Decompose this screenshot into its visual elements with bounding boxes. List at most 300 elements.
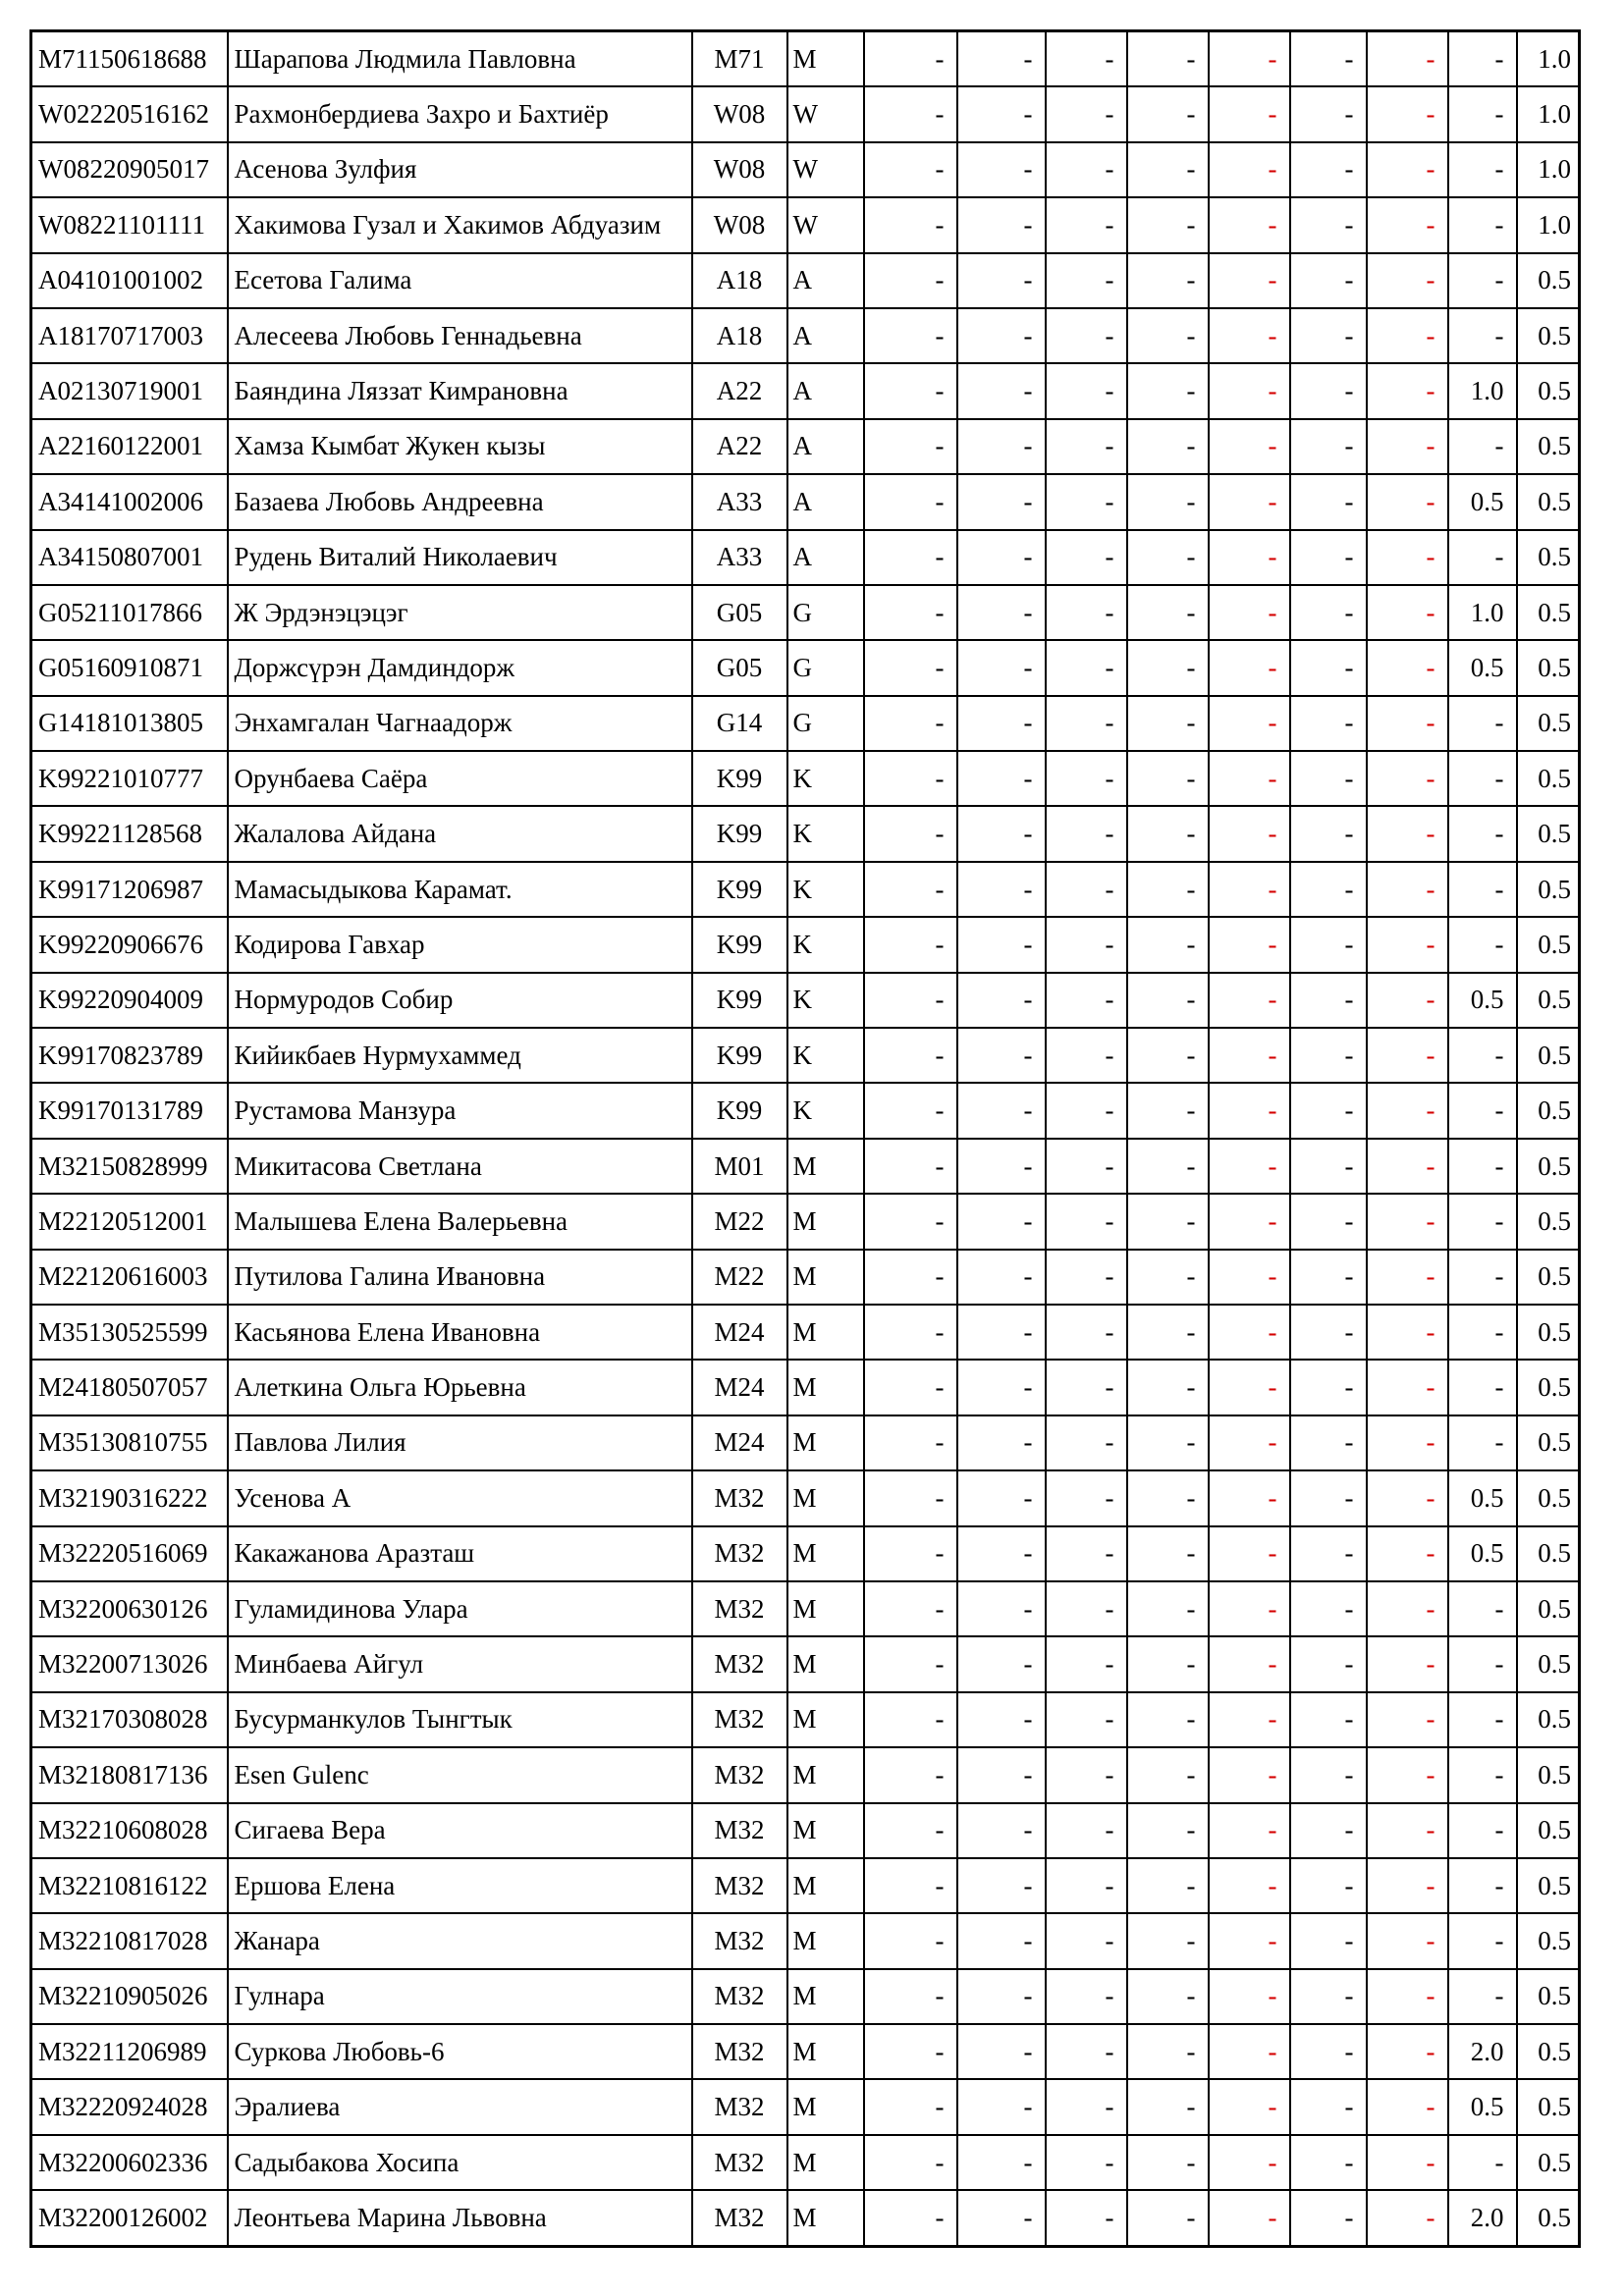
score-cell-6: - [1290,419,1367,474]
group-cell: K99 [692,751,787,806]
participant-code-cell: M32210816122 [31,1858,228,1913]
participant-code-cell: M35130525599 [31,1305,228,1360]
score-cell-9: 0.5 [1517,806,1580,861]
class-cell: K [787,1028,864,1083]
table-row [31,419,1580,474]
class-cell: A [787,308,864,363]
score-cell-5: - [1209,1969,1290,2024]
score-cell-7: - [1367,1250,1448,1305]
score-cell-3: - [1046,1969,1127,2024]
score-cell-1: - [864,142,957,197]
score-cell-6: - [1290,142,1367,197]
score-cell-7: - [1367,1803,1448,1858]
participant-name-cell: Рустамова Манзура [228,1083,692,1138]
score-cell-7: - [1367,31,1448,87]
class-cell: M [787,2024,864,2079]
class-cell: W [787,197,864,252]
score-cell-9: 0.5 [1517,1747,1580,1802]
score-cell-2: - [957,917,1046,972]
participant-code-cell: M32200713026 [31,1636,228,1691]
score-cell-3: - [1046,640,1127,695]
participant-code-cell: M32200126002 [31,2190,228,2246]
group-cell: W08 [692,197,787,252]
score-cell-3: - [1046,197,1127,252]
group-cell: K99 [692,917,787,972]
score-cell-2: - [957,2079,1046,2134]
score-cell-9: 0.5 [1517,2135,1580,2190]
score-cell-6: - [1290,2024,1367,2079]
score-cell-6: - [1290,1858,1367,1913]
score-cell-2: - [957,253,1046,308]
table-row [31,1581,1580,1636]
group-cell: M32 [692,1858,787,1913]
class-cell: A [787,530,864,585]
participant-name-cell: Ершова Елена [228,1858,692,1913]
score-cell-8: - [1448,1360,1517,1415]
score-cell-9: 0.5 [1517,308,1580,363]
score-cell-6: - [1290,2190,1367,2246]
class-cell: M [787,1747,864,1802]
class-cell: W [787,86,864,141]
table-row [31,862,1580,917]
participant-name-cell: Бусурманкулов Тынгтык [228,1692,692,1747]
score-cell-3: - [1046,1305,1127,1360]
score-cell-1: - [864,308,957,363]
score-cell-5: - [1209,585,1290,640]
class-cell: K [787,917,864,972]
score-cell-4: - [1127,1194,1209,1249]
score-cell-5: - [1209,363,1290,418]
score-cell-8: 2.0 [1448,2024,1517,2079]
score-cell-9: 0.5 [1517,363,1580,418]
score-cell-5: - [1209,1858,1290,1913]
score-cell-8: - [1448,1139,1517,1194]
score-cell-2: - [957,1747,1046,1802]
score-cell-4: - [1127,1581,1209,1636]
class-cell: M [787,1139,864,1194]
score-cell-5: - [1209,86,1290,141]
score-cell-5: - [1209,1803,1290,1858]
participant-code-cell: M32170308028 [31,1692,228,1747]
table-row [31,474,1580,529]
score-cell-3: - [1046,1692,1127,1747]
class-cell: M [787,1803,864,1858]
score-cell-2: - [957,1470,1046,1525]
score-cell-7: - [1367,973,1448,1028]
score-cell-4: - [1127,1139,1209,1194]
score-cell-3: - [1046,1083,1127,1138]
group-cell: A33 [692,530,787,585]
score-cell-8: - [1448,1250,1517,1305]
score-cell-9: 0.5 [1517,2079,1580,2134]
score-cell-4: - [1127,530,1209,585]
score-cell-7: - [1367,197,1448,252]
score-cell-7: - [1367,1692,1448,1747]
score-cell-3: - [1046,1747,1127,1802]
score-cell-1: - [864,1415,957,1470]
group-cell: W08 [692,86,787,141]
score-cell-7: - [1367,917,1448,972]
score-cell-6: - [1290,1913,1367,1968]
table-row [31,917,1580,972]
score-cell-1: - [864,2024,957,2079]
score-cell-1: - [864,1526,957,1581]
score-cell-6: - [1290,1415,1367,1470]
class-cell: M [787,31,864,87]
score-cell-8: - [1448,1581,1517,1636]
table-row [31,2079,1580,2134]
score-cell-2: - [957,1305,1046,1360]
score-cell-2: - [957,1415,1046,1470]
participant-name-cell: Алеткина Ольга Юрьевна [228,1360,692,1415]
score-cell-9: 0.5 [1517,530,1580,585]
score-cell-5: - [1209,474,1290,529]
score-cell-7: - [1367,1526,1448,1581]
score-cell-4: - [1127,2135,1209,2190]
participant-name-cell: Сигаева Вера [228,1803,692,1858]
score-cell-8: - [1448,1969,1517,2024]
score-cell-8: - [1448,1913,1517,1968]
score-cell-5: - [1209,1636,1290,1691]
score-cell-9: 0.5 [1517,474,1580,529]
score-cell-8: 0.5 [1448,2079,1517,2134]
participant-code-cell: K99221128568 [31,806,228,861]
score-cell-4: - [1127,1636,1209,1691]
score-cell-6: - [1290,530,1367,585]
group-cell: M32 [692,1581,787,1636]
participant-code-cell: M32150828999 [31,1139,228,1194]
score-cell-6: - [1290,1636,1367,1691]
score-cell-7: - [1367,308,1448,363]
score-cell-4: - [1127,640,1209,695]
score-cell-6: - [1290,1470,1367,1525]
class-cell: M [787,1913,864,1968]
score-cell-9: 0.5 [1517,1581,1580,1636]
score-cell-1: - [864,1194,957,1249]
score-cell-3: - [1046,2024,1127,2079]
score-cell-4: - [1127,197,1209,252]
class-cell: M [787,1250,864,1305]
score-cell-5: - [1209,2135,1290,2190]
participant-name-cell: Esen Gulenc [228,1747,692,1802]
score-cell-6: - [1290,308,1367,363]
score-cell-4: - [1127,308,1209,363]
table-row [31,1305,1580,1360]
score-cell-7: - [1367,1083,1448,1138]
score-cell-3: - [1046,585,1127,640]
participant-code-cell: M32190316222 [31,1470,228,1525]
score-cell-9: 0.5 [1517,1692,1580,1747]
score-cell-1: - [864,973,957,1028]
group-cell: M22 [692,1250,787,1305]
score-cell-5: - [1209,696,1290,751]
score-cell-2: - [957,530,1046,585]
score-cell-8: - [1448,1636,1517,1691]
class-cell: G [787,696,864,751]
score-cell-8: - [1448,806,1517,861]
score-cell-1: - [864,862,957,917]
score-cell-1: - [864,1581,957,1636]
score-cell-6: - [1290,1969,1367,2024]
score-cell-7: - [1367,1028,1448,1083]
table-row [31,86,1580,141]
table-row [31,1636,1580,1691]
participant-name-cell: Шарапова Людмила Павловна [228,31,692,87]
score-cell-6: - [1290,751,1367,806]
participant-name-cell: Рахмонбердиева Захро и Бахтиёр [228,86,692,141]
score-cell-5: - [1209,197,1290,252]
participant-code-cell: G05160910871 [31,640,228,695]
score-cell-6: - [1290,474,1367,529]
score-cell-5: - [1209,806,1290,861]
table-row [31,1913,1580,1968]
class-cell: M [787,1360,864,1415]
class-cell: A [787,253,864,308]
score-cell-2: - [957,474,1046,529]
score-cell-2: - [957,806,1046,861]
table-row [31,308,1580,363]
participant-code-cell: A02130719001 [31,363,228,418]
score-cell-6: - [1290,973,1367,1028]
table-row [31,2135,1580,2190]
participant-name-cell: Касьянова Елена Ивановна [228,1305,692,1360]
score-cell-9: 0.5 [1517,1360,1580,1415]
score-cell-7: - [1367,1194,1448,1249]
score-cell-6: - [1290,806,1367,861]
score-cell-4: - [1127,1305,1209,1360]
score-cell-5: - [1209,253,1290,308]
participant-name-cell: Садыбакова Хосипа [228,2135,692,2190]
group-cell: M32 [692,2079,787,2134]
score-cell-1: - [864,696,957,751]
score-cell-3: - [1046,31,1127,87]
score-cell-5: - [1209,530,1290,585]
class-cell: M [787,2135,864,2190]
class-cell: M [787,2190,864,2246]
participant-code-cell: W02220516162 [31,86,228,141]
score-cell-3: - [1046,530,1127,585]
score-cell-1: - [864,474,957,529]
score-cell-3: - [1046,142,1127,197]
score-cell-2: - [957,1913,1046,1968]
score-cell-4: - [1127,2190,1209,2246]
score-cell-5: - [1209,1913,1290,1968]
score-cell-6: - [1290,86,1367,141]
participant-name-cell: Кодирова Гавхар [228,917,692,972]
class-cell: A [787,419,864,474]
participant-name-cell: Хакимова Гузал и Хакимов Абдуазим [228,197,692,252]
table-row [31,1194,1580,1249]
score-cell-5: - [1209,31,1290,87]
group-cell: A33 [692,474,787,529]
group-cell: M32 [692,1747,787,1802]
score-cell-4: - [1127,419,1209,474]
participant-code-cell: M71150618688 [31,31,228,87]
score-cell-2: - [957,419,1046,474]
group-cell: G05 [692,640,787,695]
score-cell-5: - [1209,751,1290,806]
score-cell-9: 0.5 [1517,1139,1580,1194]
score-cell-2: - [957,86,1046,141]
score-cell-9: 0.5 [1517,1028,1580,1083]
score-cell-2: - [957,1692,1046,1747]
score-cell-3: - [1046,973,1127,1028]
score-cell-9: 0.5 [1517,2190,1580,2246]
participant-code-cell: A34141002006 [31,474,228,529]
score-cell-7: - [1367,2135,1448,2190]
score-cell-7: - [1367,1858,1448,1913]
score-cell-7: - [1367,1581,1448,1636]
score-cell-2: - [957,751,1046,806]
group-cell: A18 [692,253,787,308]
score-cell-7: - [1367,640,1448,695]
score-cell-6: - [1290,585,1367,640]
score-cell-2: - [957,308,1046,363]
score-cell-2: - [957,696,1046,751]
score-cell-4: - [1127,696,1209,751]
score-cell-2: - [957,1360,1046,1415]
table-row [31,585,1580,640]
score-cell-3: - [1046,696,1127,751]
score-cell-3: - [1046,1803,1127,1858]
score-cell-5: - [1209,2079,1290,2134]
group-cell: M32 [692,1636,787,1691]
table-row [31,1747,1580,1802]
participant-name-cell: Жанара [228,1913,692,1968]
score-cell-5: - [1209,142,1290,197]
table-row [31,1083,1580,1138]
participant-name-cell: Доржсүрэн Дамдиндорж [228,640,692,695]
score-cell-3: - [1046,806,1127,861]
score-cell-2: - [957,585,1046,640]
score-cell-9: 0.5 [1517,1803,1580,1858]
participant-name-cell: Ж Эрдэнэцэцэг [228,585,692,640]
score-cell-8: 0.5 [1448,640,1517,695]
score-cell-7: - [1367,86,1448,141]
score-cell-5: - [1209,1194,1290,1249]
participant-name-cell: Баяндина Ляззат Кимрановна [228,363,692,418]
score-cell-6: - [1290,1305,1367,1360]
participant-code-cell: K99220904009 [31,973,228,1028]
participant-code-cell: W08220905017 [31,142,228,197]
score-cell-1: - [864,253,957,308]
score-cell-1: - [864,1470,957,1525]
score-cell-9: 1.0 [1517,197,1580,252]
score-cell-3: - [1046,1194,1127,1249]
score-cell-9: 0.5 [1517,1470,1580,1525]
participant-code-cell: M22120616003 [31,1250,228,1305]
score-cell-1: - [864,806,957,861]
score-cell-4: - [1127,1415,1209,1470]
score-cell-8: - [1448,31,1517,87]
class-cell: M [787,1969,864,2024]
score-cell-5: - [1209,1083,1290,1138]
score-cell-4: - [1127,1858,1209,1913]
score-cell-7: - [1367,806,1448,861]
score-cell-8: - [1448,917,1517,972]
participant-code-cell: G05211017866 [31,585,228,640]
group-cell: K99 [692,1028,787,1083]
participant-name-cell: Путилова Галина Ивановна [228,1250,692,1305]
score-cell-2: - [957,1139,1046,1194]
class-cell: A [787,363,864,418]
participant-name-cell: Базаева Любовь Андреевна [228,474,692,529]
score-cell-5: - [1209,1250,1290,1305]
score-cell-6: - [1290,1581,1367,1636]
participant-name-cell: Эралиева [228,2079,692,2134]
table-row [31,2190,1580,2246]
participant-code-cell: G14181013805 [31,696,228,751]
participant-name-cell: Минбаева Айгул [228,1636,692,1691]
score-cell-6: - [1290,1747,1367,1802]
score-cell-6: - [1290,1083,1367,1138]
score-cell-7: - [1367,2024,1448,2079]
score-cell-1: - [864,1913,957,1968]
score-cell-3: - [1046,1415,1127,1470]
table-row [31,1526,1580,1581]
group-cell: A22 [692,419,787,474]
group-cell: M32 [692,2135,787,2190]
table-row [31,1139,1580,1194]
participant-code-cell: M32200630126 [31,1581,228,1636]
participant-code-cell: A04101001002 [31,253,228,308]
score-cell-1: - [864,530,957,585]
score-cell-7: - [1367,1415,1448,1470]
class-cell: K [787,806,864,861]
participant-name-cell: Жалалова Айдана [228,806,692,861]
score-cell-3: - [1046,2190,1127,2246]
table-body [31,31,1580,2247]
participant-name-cell: Леонтьева Марина Львовна [228,2190,692,2246]
score-cell-1: - [864,751,957,806]
class-cell: M [787,1305,864,1360]
score-cell-1: - [864,585,957,640]
group-cell: A22 [692,363,787,418]
group-cell: M24 [692,1415,787,1470]
score-cell-1: - [864,197,957,252]
score-cell-1: - [864,1083,957,1138]
score-cell-9: 0.5 [1517,1526,1580,1581]
score-cell-5: - [1209,1139,1290,1194]
group-cell: M71 [692,31,787,87]
results-table [29,29,1581,2248]
score-cell-7: - [1367,1470,1448,1525]
group-cell: A18 [692,308,787,363]
score-cell-4: - [1127,1969,1209,2024]
score-cell-5: - [1209,308,1290,363]
score-cell-2: - [957,2135,1046,2190]
score-cell-7: - [1367,751,1448,806]
score-cell-7: - [1367,1747,1448,1802]
participant-name-cell: Нормуродов Собир [228,973,692,1028]
score-cell-8: - [1448,862,1517,917]
participant-name-cell: Рудень Виталий Николаевич [228,530,692,585]
score-cell-5: - [1209,640,1290,695]
score-cell-9: 0.5 [1517,1969,1580,2024]
group-cell: M01 [692,1139,787,1194]
score-cell-1: - [864,1858,957,1913]
score-cell-9: 0.5 [1517,917,1580,972]
score-cell-3: - [1046,253,1127,308]
score-cell-4: - [1127,917,1209,972]
score-cell-5: - [1209,2024,1290,2079]
score-cell-7: - [1367,1360,1448,1415]
class-cell: K [787,1083,864,1138]
score-cell-4: - [1127,253,1209,308]
score-cell-6: - [1290,1526,1367,1581]
group-cell: M32 [692,1913,787,1968]
score-cell-5: - [1209,1692,1290,1747]
